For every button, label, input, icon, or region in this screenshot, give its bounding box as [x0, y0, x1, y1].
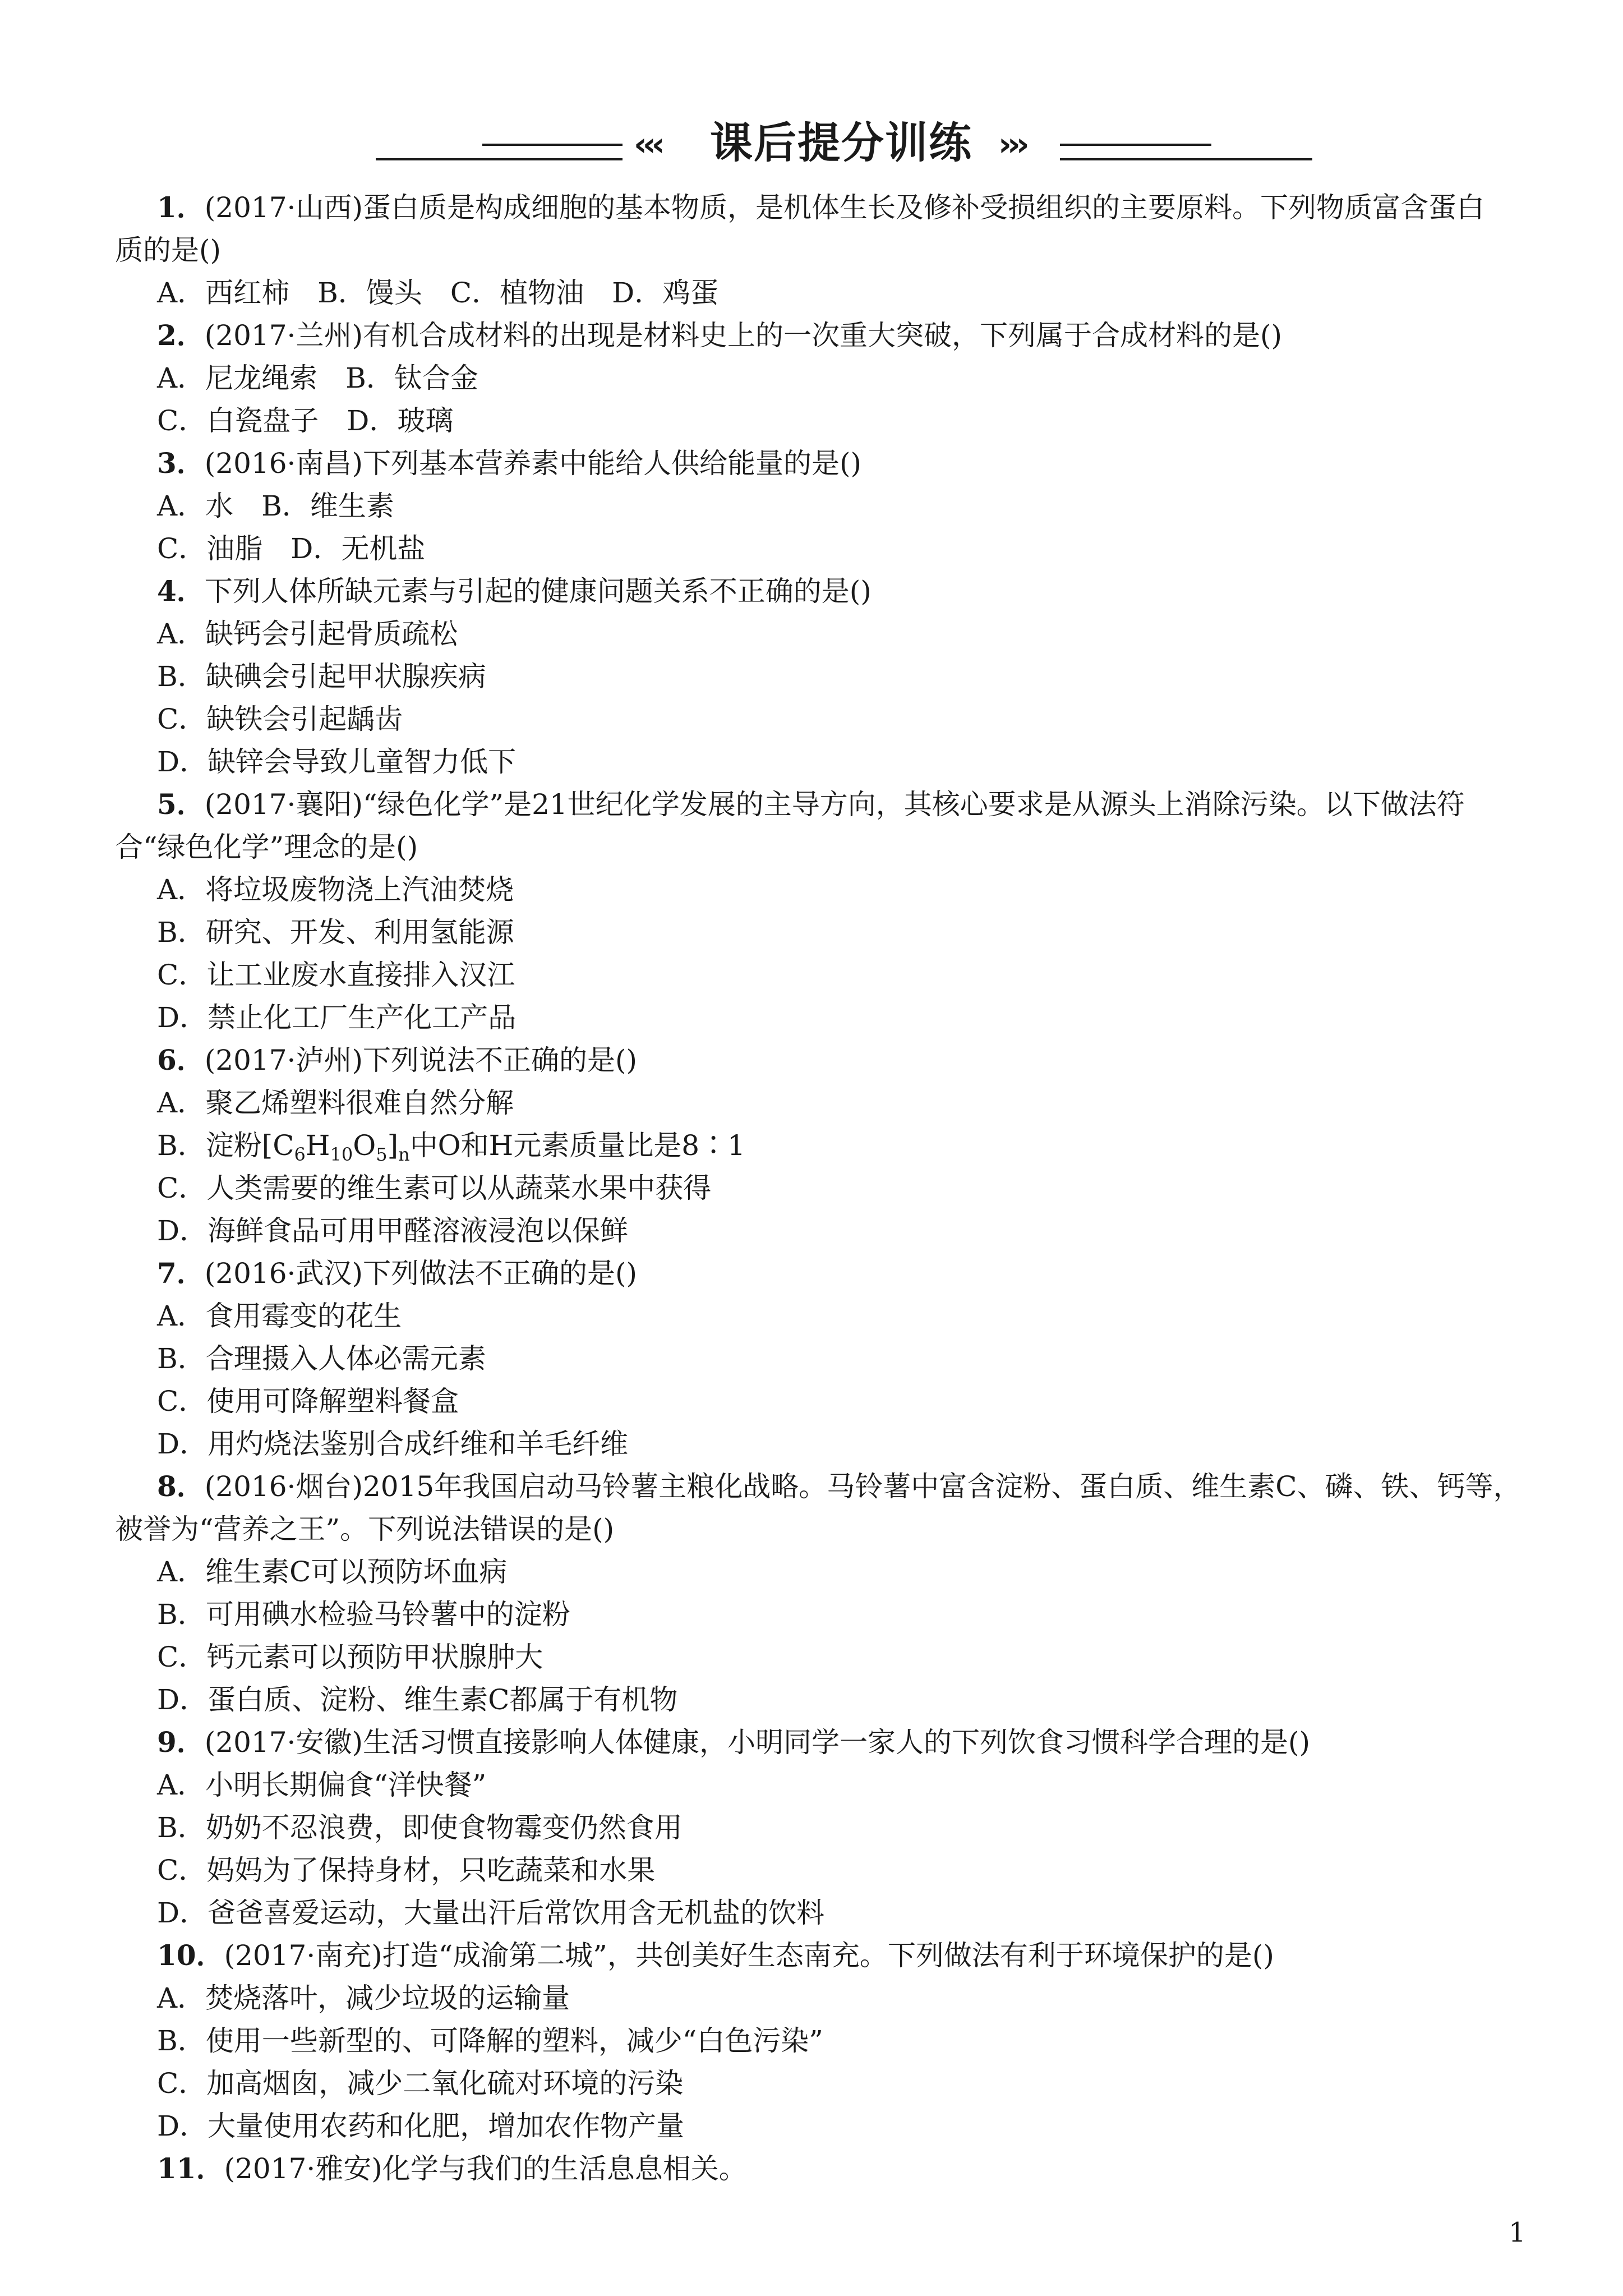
question-9-option-c: C．妈妈为了保持身材，只吃蔬菜和水果	[157, 1854, 656, 1887]
question-text: 下列人体所缺元素与引起的健康问题关系不正确的是()	[204, 575, 872, 608]
question-5-option-a: A．将垃圾废物浇上汽油焚烧	[157, 873, 514, 906]
question-text: (2017·泸州)下列说法不正确的是()	[204, 1044, 637, 1076]
section-title: 课后提分训练	[710, 118, 972, 168]
question-2-options-ab: A．尼龙绳索 B．钛合金	[157, 362, 478, 394]
question-8-option-d: D．蛋白质、淀粉、维生素C都属于有机物	[157, 1683, 678, 1716]
section-header	[0, 112, 1623, 174]
question-text: (2016·武汉)下列做法不正确的是()	[204, 1257, 637, 1290]
question-7-option-a: A．食用霉变的花生	[157, 1300, 402, 1332]
question-text: (2017·安徽)生活习惯直接影响人体健康，小明同学一家人的下列饮食习惯科学合理的是()	[204, 1726, 1310, 1759]
question-number: 1．	[157, 191, 205, 224]
question-8-option-c: C．钙元素可以预防甲状腺肿大	[157, 1641, 543, 1673]
question-4-option-a: A．缺钙会引起骨质疏松	[157, 618, 458, 650]
question-text: (2016·烟台)2015年我国启动马铃薯主粮化战略。马铃薯中富含淀粉、蛋白质、维生素C、磷、铁、钙等，	[204, 1470, 1521, 1503]
question-5	[157, 788, 1465, 821]
question-8-option-b: B．可用碘水检验马铃薯中的淀粉	[157, 1598, 570, 1631]
question-2-options-cd: C．白瓷盘子 D．玻璃	[157, 404, 454, 437]
question-5-continuation: 合“绿色化学”理念的是()	[115, 831, 418, 863]
question-6-option-b	[157, 1129, 745, 1165]
question-8-continuation: 被誉为“营养之王”。下列说法错误的是()	[115, 1513, 615, 1545]
question-7-option-b: B．合理摄入人体必需元素	[157, 1342, 486, 1375]
question-number: 6．	[157, 1043, 205, 1076]
question-11	[157, 2152, 747, 2185]
question-text: (2017·山西)蛋白质是构成细胞的基本物质，是机体生长及修补受损组织的主要原料。下列物质富含蛋白	[204, 191, 1484, 224]
chevron-right-icon: ›››	[998, 125, 1025, 163]
question-4	[157, 574, 872, 608]
question-text: (2017·雅安)化学与我们的生活息息相关。	[224, 2152, 747, 2185]
question-number: 11．	[157, 2152, 224, 2185]
header-rule-right-long	[1060, 158, 1312, 160]
question-8-option-a: A．维生素C可以预防坏血病	[157, 1556, 508, 1588]
formula-element: O	[353, 1129, 376, 1162]
question-3	[157, 447, 861, 480]
formula-prefix: B．淀粉[C	[157, 1129, 294, 1162]
question-7-option-d: D．用灼烧法鉴别合成纤维和羊毛纤维	[157, 1428, 629, 1460]
question-6-option-c: C．人类需要的维生素可以从蔬菜水果中获得	[157, 1172, 712, 1204]
question-6-option-d: D．海鲜食品可用甲醛溶液浸泡以保鲜	[157, 1214, 629, 1247]
question-5-option-b: B．研究、开发、利用氢能源	[157, 916, 514, 949]
question-number: 5．	[157, 788, 205, 821]
formula-suffix: 中O和H元素质量比是8∶1	[409, 1129, 745, 1162]
question-6-option-a: A．聚乙烯塑料很难自然分解	[157, 1087, 514, 1119]
question-9	[157, 1726, 1310, 1759]
subscript: 5	[376, 1144, 388, 1165]
question-7-option-c: C．使用可降解塑料餐盒	[157, 1385, 459, 1418]
question-7	[157, 1257, 637, 1290]
question-number: 3．	[157, 447, 205, 480]
subscript: 6	[294, 1144, 306, 1165]
question-8	[157, 1470, 1521, 1503]
header-rule-left-short	[482, 144, 623, 146]
question-10-option-b: B．使用一些新型的、可降解的塑料，减少“白色污染”	[157, 2024, 823, 2057]
question-9-option-d: D．爸爸喜爱运动，大量出汗后常饮用含无机盐的饮料	[157, 1897, 825, 1929]
question-5-option-d: D．禁止化工厂生产化工产品	[157, 1001, 517, 1034]
question-2	[157, 319, 1282, 352]
question-9-option-b: B．奶奶不忍浪费，即使食物霉变仍然食用	[157, 1811, 683, 1844]
question-4-option-b: B．缺碘会引起甲状腺疾病	[157, 660, 486, 693]
header-rule-left-long	[376, 158, 623, 160]
formula-bracket: ]	[387, 1129, 399, 1162]
question-3-options-cd: C．油脂 D．无机盐	[157, 532, 426, 565]
question-number: 4．	[157, 574, 205, 608]
question-text: (2017·南充)打造“成渝第二城”，共创美好生态南充。下列做法有利于环境保护的是()	[224, 1939, 1274, 1972]
page-number: 1	[1509, 2217, 1526, 2248]
question-1-options: A．西红柿 B．馒头 C．植物油 D．鸡蛋	[157, 277, 719, 309]
question-1	[157, 191, 1484, 224]
question-4-option-d: D．缺锌会导致儿童智力低下	[157, 746, 517, 778]
formula-element: H	[305, 1129, 330, 1162]
subscript: 10	[330, 1144, 353, 1165]
question-9-option-a: A．小明长期偏食“洋快餐”	[157, 1769, 487, 1801]
question-10	[157, 1939, 1274, 1972]
question-4-option-c: C．缺铁会引起龋齿	[157, 703, 403, 735]
question-5-option-c: C．让工业废水直接排入汉江	[157, 959, 515, 991]
question-text: (2017·兰州)有机合成材料的出现是材料史上的一次重大突破，下列属于合成材料的是()	[204, 319, 1282, 352]
question-3-options-ab: A．水 B．维生素	[157, 490, 394, 522]
header-rule-right-short	[1060, 144, 1211, 146]
question-number: 8．	[157, 1470, 205, 1503]
chevron-left-icon: ‹‹‹	[634, 125, 661, 163]
question-number: 10．	[157, 1939, 224, 1972]
question-10-option-d: D．大量使用农药和化肥，增加农作物产量	[157, 2110, 685, 2142]
question-10-option-c: C．加高烟囱，减少二氧化硫对环境的污染	[157, 2067, 684, 2100]
question-1-continuation: 质的是()	[115, 234, 222, 266]
question-number: 2．	[157, 319, 205, 352]
question-number: 7．	[157, 1257, 205, 1290]
question-number: 9．	[157, 1726, 205, 1759]
question-text: (2017·襄阳)“绿色化学”是21世纪化学发展的主导方向，其核心要求是从源头上消除污染。以下做法符	[204, 788, 1465, 821]
question-6	[157, 1043, 637, 1077]
question-10-option-a: A．焚烧落叶，减少垃圾的运输量	[157, 1982, 570, 2014]
question-text: (2016·南昌)下列基本营养素中能给人供给能量的是()	[204, 447, 861, 480]
subscript: n	[398, 1144, 410, 1165]
